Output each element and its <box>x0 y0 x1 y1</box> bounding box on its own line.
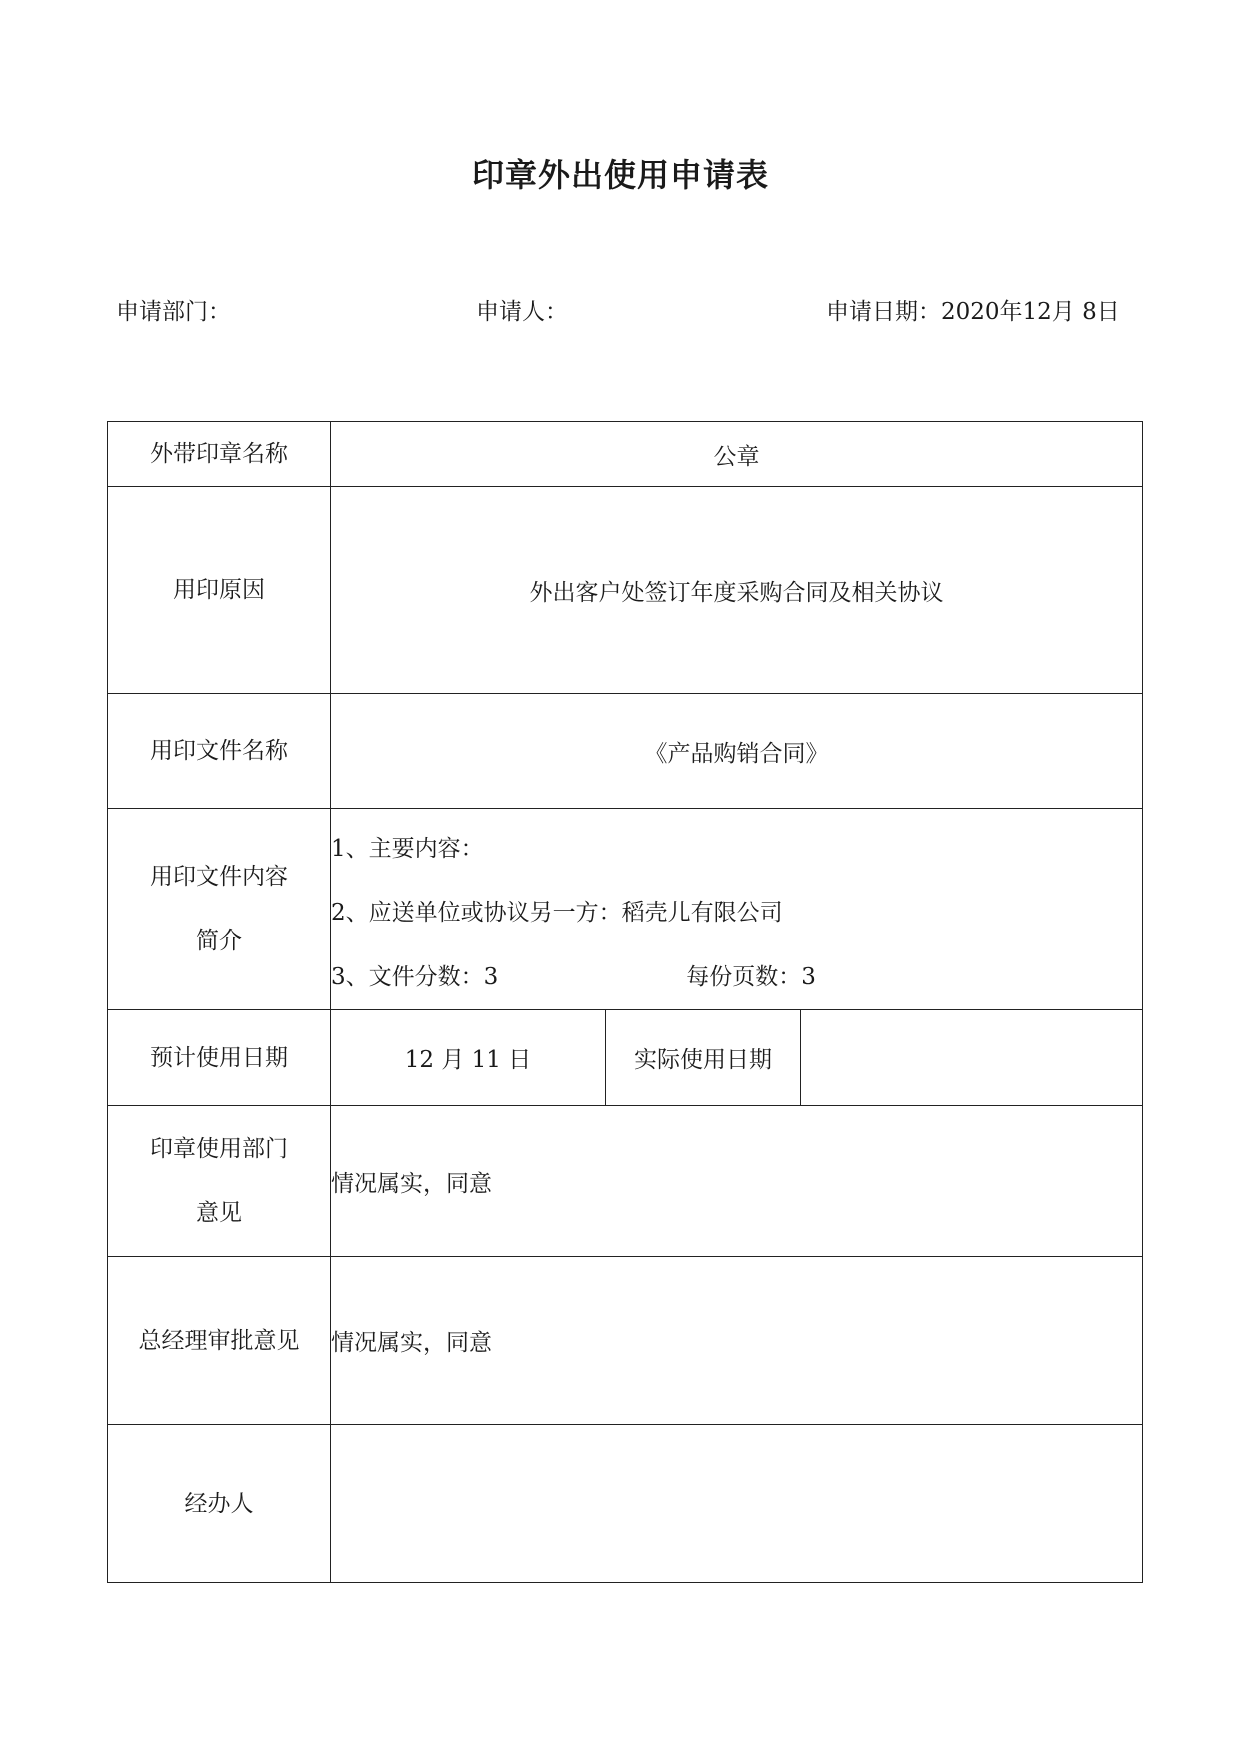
handler-row <box>108 1425 1143 1583</box>
document-summary-row <box>108 809 1143 1010</box>
actual-date-value <box>801 1010 1143 1106</box>
page-title: 印章外出使用申请表 <box>471 156 769 194</box>
planned-date-label: 预计使用日期 <box>108 1010 331 1106</box>
department-opinion-label <box>108 1106 331 1257</box>
document-name-label: 用印文件名称 <box>108 694 331 809</box>
actual-date-label: 实际使用日期 <box>606 1010 801 1106</box>
department-opinion-label-line2: 意见 <box>196 1200 242 1226</box>
recipient-item: 2、应送单位或协议另一方：稻壳儿有限公司 <box>331 900 783 926</box>
handler-value <box>331 1425 1143 1583</box>
reason-row <box>108 487 1143 694</box>
reason-value: 外出客户处签订年度采购合同及相关协议 <box>331 487 1143 694</box>
application-form-table <box>107 421 1143 1583</box>
department-opinion-value: 情况属实，同意 <box>331 1106 1143 1257</box>
pages-per-copy-item: 每份页数：3 <box>686 964 816 990</box>
department-field: 申请部门： <box>116 299 231 325</box>
document-summary-content <box>331 809 1143 1010</box>
copies-item: 3、文件分数：3 <box>331 964 499 990</box>
department-opinion-label-line1: 印章使用部门 <box>150 1136 288 1162</box>
department-opinion-row <box>108 1106 1143 1257</box>
usage-date-row <box>108 1010 1143 1106</box>
main-content-item: 1、主要内容： <box>331 836 484 862</box>
document-summary-label-line1: 用印文件内容 <box>150 864 288 890</box>
reason-label: 用印原因 <box>108 487 331 694</box>
document-name-value: 《产品购销合同》 <box>331 694 1143 809</box>
seal-name-label: 外带印章名称 <box>108 422 331 487</box>
document-summary-label-line2: 简介 <box>196 928 242 954</box>
seal-name-value: 公章 <box>331 422 1143 487</box>
application-date-field: 申请日期：2020年12月 8日 <box>826 299 1120 325</box>
planned-date-value: 12 月 11 日 <box>331 1010 606 1106</box>
document-name-row <box>108 694 1143 809</box>
seal-name-row <box>108 422 1143 487</box>
applicant-field: 申请人： <box>476 299 568 325</box>
gm-approval-row <box>108 1257 1143 1425</box>
copies-line <box>331 945 1142 1009</box>
gm-approval-value: 情况属实，同意 <box>331 1257 1143 1425</box>
gm-approval-label: 总经理审批意见 <box>108 1257 331 1425</box>
handler-label: 经办人 <box>108 1425 331 1583</box>
document-summary-label <box>108 809 331 1010</box>
